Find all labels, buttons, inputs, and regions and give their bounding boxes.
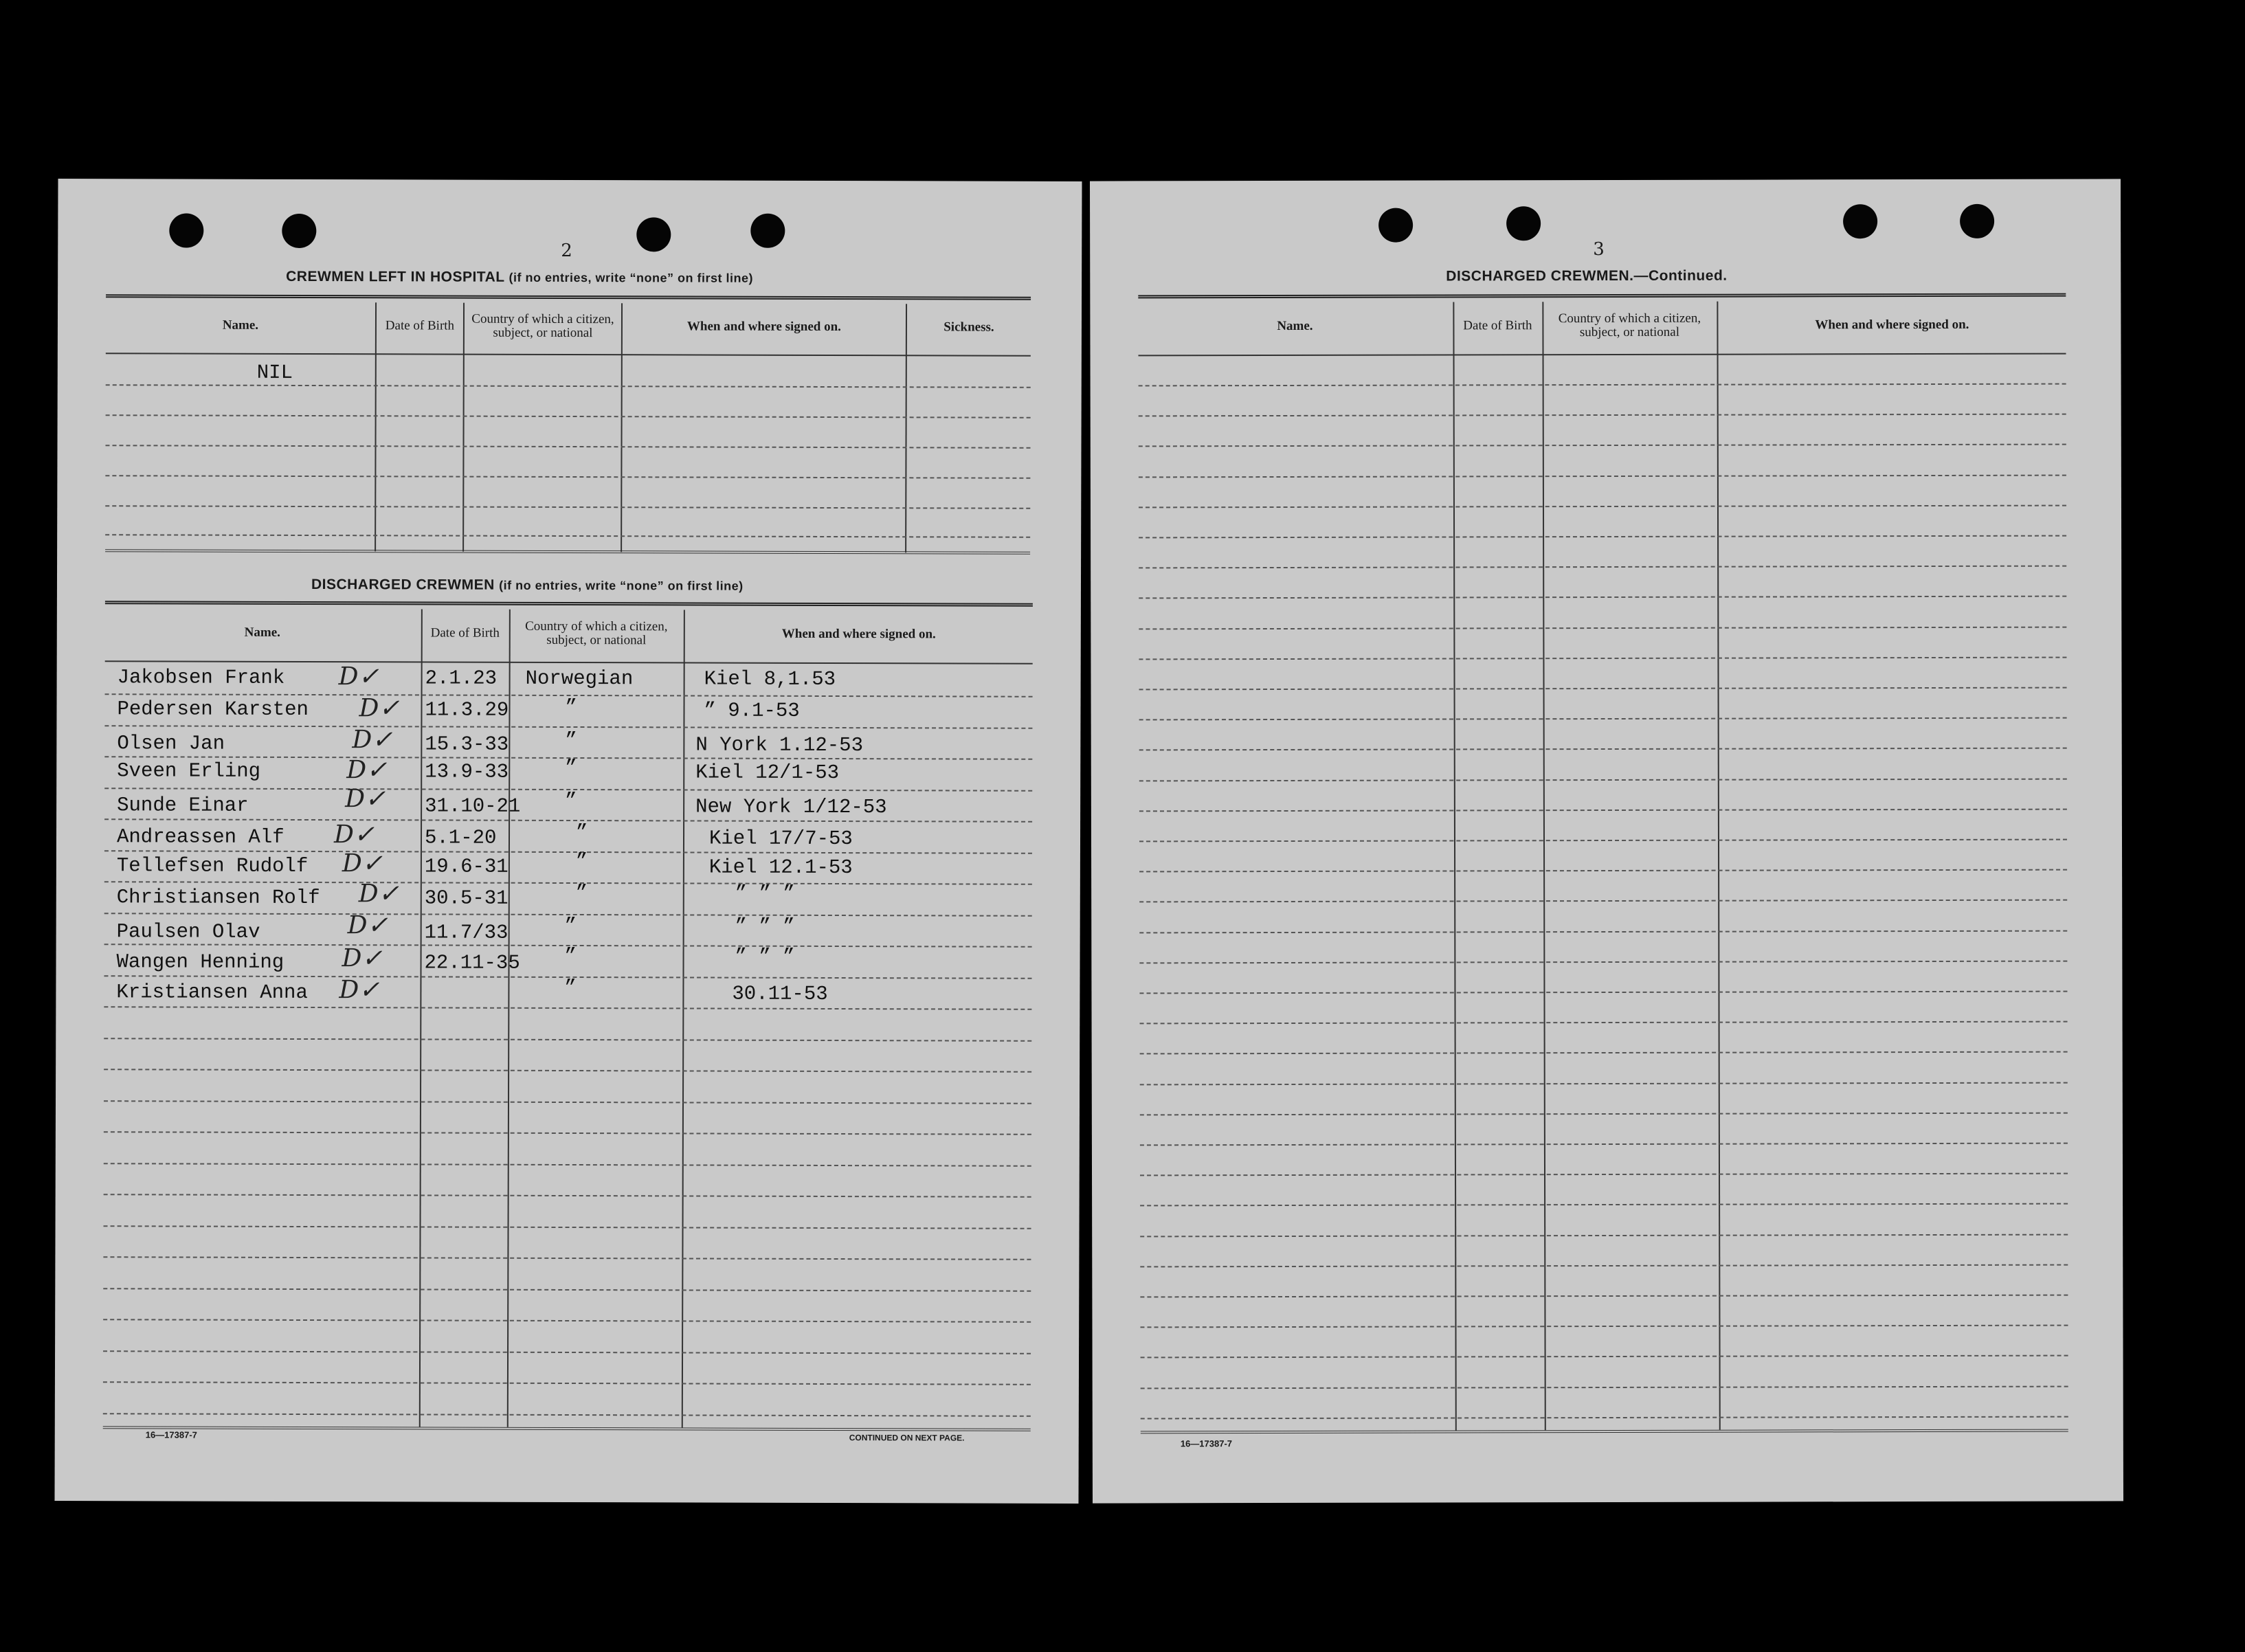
signed-on: 30.11-53 <box>732 982 828 1005</box>
page-number: 2 <box>561 240 572 262</box>
punch-hole <box>750 214 785 248</box>
row-rule <box>1139 839 2067 842</box>
column-header-country: Country of which a citizen, subject, or national <box>471 311 614 341</box>
row-rule <box>1139 900 2067 903</box>
row-rule <box>1141 1355 2068 1359</box>
row-rule <box>1139 383 2066 387</box>
discharged-heading: DISCHARGED CREWMEN (if no entries, write “none” on first line) <box>311 577 744 593</box>
row-rule <box>103 1256 1031 1260</box>
country: ” <box>565 728 577 752</box>
row-rule <box>1139 596 2066 599</box>
row-rule <box>1140 1143 2068 1146</box>
row-rule <box>104 1038 1031 1042</box>
column-header-signed-on: When and where signed on. <box>686 319 841 335</box>
handwritten-mark: D✓ <box>339 976 380 1005</box>
country: ” <box>565 789 577 813</box>
row-rule <box>104 881 1032 885</box>
right-page <box>1090 179 2123 1503</box>
row-rule <box>104 725 1032 729</box>
column-header-signed-on: When and where signed on. <box>781 626 936 642</box>
signed-on: New York 1/12-53 <box>695 795 887 819</box>
row-rule <box>103 1350 1031 1354</box>
row-rule <box>1139 656 2066 660</box>
row-rule <box>1140 1112 2068 1115</box>
country: ” <box>575 882 588 905</box>
punch-hole <box>1378 208 1413 243</box>
date-of-birth: 19.6-31 <box>424 855 509 878</box>
row-rule <box>1139 960 2067 963</box>
country: ” <box>575 850 588 873</box>
handwritten-mark: D✓ <box>345 785 386 814</box>
crew-name: Christiansen Rolf <box>116 886 320 910</box>
punch-hole <box>1843 204 1877 238</box>
date-of-birth: 2.1.23 <box>425 667 498 690</box>
signed-on: Kiel 8,1.53 <box>704 667 836 691</box>
date-of-birth: 15.3-33 <box>425 733 509 756</box>
row-rule <box>1139 535 2066 539</box>
date-of-birth: 22.11-35 <box>424 951 520 974</box>
country: ” <box>564 914 577 938</box>
row-rule <box>103 1413 1031 1417</box>
handwritten-mark: D✓ <box>342 849 383 878</box>
country: Norwegian <box>525 667 634 691</box>
crew-name: Paulsen Olav <box>116 920 260 944</box>
signed-on: Kiel 12/1-53 <box>695 761 840 785</box>
crew-name: Olsen Jan <box>117 732 225 755</box>
row-rule <box>1140 1325 2068 1328</box>
column-header-dob: Date of Birth <box>430 625 500 640</box>
date-of-birth: 30.5-31 <box>424 886 509 910</box>
column-header-sickness: Sickness. <box>943 320 994 335</box>
handwritten-mark: D✓ <box>342 944 383 973</box>
row-rule <box>1139 748 2067 751</box>
crew-name: Tellefsen Rudolf <box>116 854 309 878</box>
signed-on: Kiel 12.1-53 <box>708 856 853 880</box>
column-header-country: Country of which a citizen, subject, or national <box>525 618 668 648</box>
handwritten-mark: D✓ <box>347 911 388 940</box>
date-of-birth: 11.7/33 <box>424 921 509 944</box>
page-number: 3 <box>1593 239 1605 260</box>
column-header-name: Name. <box>222 317 259 333</box>
row-rule <box>104 1069 1031 1073</box>
row-rule <box>1140 1234 2068 1237</box>
crew-name: Kristiansen Anna <box>116 981 308 1005</box>
signed-on: ” ” ” <box>735 915 795 938</box>
row-rule <box>1139 474 2066 478</box>
row-rule <box>1139 626 2066 629</box>
country: ” <box>565 695 577 719</box>
row-rule <box>103 1381 1031 1385</box>
column-header-dob: Date of Birth <box>1463 318 1532 333</box>
date-of-birth: 5.1-20 <box>424 826 497 849</box>
handwritten-mark: D✓ <box>333 821 375 849</box>
handwritten-mark: D✓ <box>358 880 399 908</box>
signed-on: ” ” ” <box>735 882 795 905</box>
row-rule <box>1139 566 2066 569</box>
row-rule <box>1140 1021 2068 1025</box>
punch-hole <box>1960 204 1994 238</box>
row-rule <box>104 1225 1031 1229</box>
crew-name: Andreassen Alf <box>116 825 284 849</box>
row-rule <box>104 1194 1031 1198</box>
handwritten-mark: D✓ <box>359 694 400 723</box>
column-header-name: Name. <box>1277 318 1313 334</box>
row-rule <box>1140 1173 2068 1176</box>
date-of-birth: 31.10-21 <box>425 794 521 818</box>
row-rule <box>104 850 1032 854</box>
country: ” <box>564 944 577 968</box>
row-rule <box>1140 1051 2068 1055</box>
handwritten-mark: D✓ <box>352 726 393 755</box>
row-rule <box>1140 1264 2068 1267</box>
row-rule <box>1139 717 2067 721</box>
discharged-table <box>103 601 1033 1434</box>
row-rule <box>1139 991 2067 994</box>
crew-name: Wangen Henning <box>116 950 284 974</box>
column-header-signed-on: When and where signed on. <box>1815 317 1969 333</box>
punch-hole <box>169 213 203 247</box>
row-rule <box>1140 1295 2068 1298</box>
row-rule <box>1140 1203 2068 1207</box>
row-rule <box>104 1163 1031 1167</box>
row-rule <box>104 1131 1031 1135</box>
discharged-continued-table <box>1138 293 2068 1440</box>
row-rule <box>1139 444 2066 447</box>
crew-name: Sunde Einar <box>117 794 249 817</box>
punch-hole <box>1506 206 1541 241</box>
row-rule <box>103 1288 1031 1292</box>
row-rule <box>1139 778 2067 781</box>
handwritten-mark: D✓ <box>346 756 388 785</box>
country: ” <box>565 756 577 780</box>
column-header-dob: Date of Birth <box>385 318 455 333</box>
hospital-table <box>105 294 1031 556</box>
row-rule <box>1139 504 2066 508</box>
row-rule <box>103 1319 1031 1323</box>
handwritten-mark: D✓ <box>338 662 379 691</box>
hospital-heading: CREWMEN LEFT IN HOSPITAL (if no entries, write “none” on first line) <box>286 268 754 285</box>
signed-on: N York 1.12-53 <box>695 733 864 757</box>
country: ” <box>564 976 577 1000</box>
signed-on: ” ” ” <box>735 945 795 968</box>
punch-hole <box>282 214 316 248</box>
row-rule <box>1139 869 2067 873</box>
crew-name: Pedersen Karsten <box>117 697 309 722</box>
continued-note: CONTINUED ON NEXT PAGE. <box>849 1433 965 1443</box>
crew-name: Sveen Erling <box>117 759 261 783</box>
date-of-birth: 11.3.29 <box>425 698 509 722</box>
row-rule <box>1139 930 2067 933</box>
row-rule <box>104 1006 1031 1010</box>
row-rule <box>1141 1416 2068 1419</box>
discharged-continued-heading: DISCHARGED CREWMEN.—Continued. <box>1446 267 1728 284</box>
left-page <box>54 179 1082 1504</box>
row-rule <box>104 818 1032 823</box>
crew-name: Jakobsen Frank <box>117 666 285 689</box>
date-of-birth: 13.9-33 <box>425 760 509 783</box>
form-number: 16—17387-7 <box>1180 1438 1233 1449</box>
column-header-country: Country of which a citizen, subject, or national <box>1558 311 1701 340</box>
punch-hole <box>636 217 671 252</box>
row-rule <box>1141 1385 2068 1389</box>
row-rule <box>104 1100 1031 1104</box>
hospital-entry: NIL <box>256 361 293 384</box>
row-rule <box>1139 808 2067 812</box>
row-rule <box>1140 1082 2068 1085</box>
country: ” <box>575 821 588 845</box>
signed-on: ” 9.1-53 <box>704 699 800 722</box>
row-rule <box>1139 687 2067 691</box>
signed-on: Kiel 17/7-53 <box>708 827 853 851</box>
form-number: 16—17387-7 <box>145 1429 197 1440</box>
column-header-name: Name. <box>244 625 280 640</box>
row-rule <box>1139 414 2066 417</box>
